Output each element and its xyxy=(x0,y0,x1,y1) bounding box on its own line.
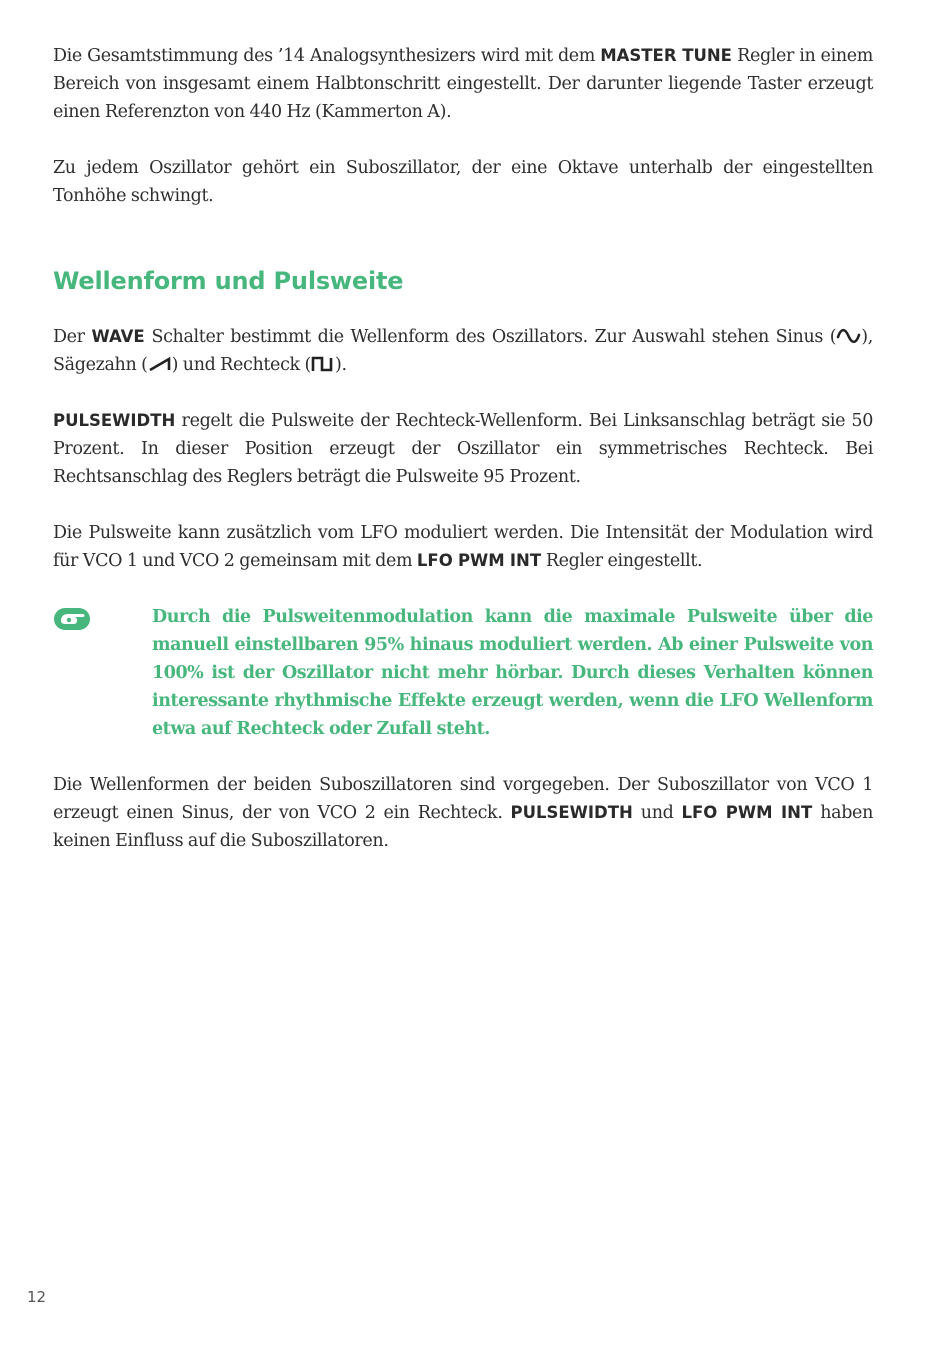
control-label-pulsewidth-2: PULSEWIDTH xyxy=(510,803,633,822)
paragraph-pulsewidth: PULSEWIDTH regelt die Pulsweite der Rechteck-Wellenform. Bei Linksanschlag beträgt sie 50 Prozent. In dieser Position erzeugt der Oszillator ein symmetrisches Rechteck. Bei Rechtsanschlag des Reglers beträgt die Pulsweite 95 Prozent. xyxy=(53,411,873,487)
pointing-hand-icon xyxy=(53,607,91,631)
paragraph-wave: Der WAVE Schalter bestimmt die Wellenform des Oszillators. Zur Auswahl stehen Sinus ( ), Sägezahn ( ) und Rechteck ( ). xyxy=(53,327,873,375)
control-label-master-tune: MASTER TUNE xyxy=(600,46,732,65)
control-label-lfo-pwm-int: LFO PWM INT xyxy=(416,551,542,570)
sawtooth-wave-icon xyxy=(148,355,172,373)
hint-note xyxy=(53,603,873,743)
square-wave-icon xyxy=(311,355,335,373)
hint-text: Durch die Pulsweitenmodulation kann die maximale Pulsweite über die manuell einstellbaren 95% hinaus moduliert werden. Ab einer Pulsweite von 100% ist der Oszillator nicht mehr hörbar. Durch dieses Verhalten können interessante rhythmische Effekte erzeugt werden, wenn die LFO Wellenform etwa auf Rechteck oder Zufall steht. xyxy=(152,607,873,739)
page-number: 12 xyxy=(27,1288,47,1306)
paragraph-master-tune: Die Gesamtstimmung des ’14 Analogsynthesizers wird mit dem MASTER TUNE Regler in einem Bereich von insgesamt einem Halbtonschritt eingestellt. Der darunter liegende Taster erzeugt einen Referenzton von 440 Hz (Kammerton A). xyxy=(53,46,873,122)
paragraph-suboscillator-waveforms: Die Wellenformen der beiden Suboszillatoren sind vorgegeben. Der Suboszillator von VCO 1 erzeugt einen Sinus, der von VCO 2 ein Rechteck. PULSEWIDTH und LFO PWM INT haben keinen Einfluss auf die Suboszillatoren. xyxy=(53,775,873,851)
page-content xyxy=(53,42,873,855)
section-heading: Wellenform und Pulsweite xyxy=(53,267,404,295)
control-label-lfo-pwm-int-2: LFO PWM INT xyxy=(681,803,813,822)
control-label-wave: WAVE xyxy=(91,327,145,346)
paragraph-suboscillator: Zu jedem Oszillator gehört ein Suboszillator, der eine Oktave unterhalb der eingestellten Tonhöhe schwingt. xyxy=(53,158,873,206)
sine-wave-icon xyxy=(836,327,861,345)
paragraph-lfo-modulation: Die Pulsweite kann zusätzlich vom LFO moduliert werden. Die Intensität der Modulation wird für VCO 1 und VCO 2 gemeinsam mit dem LFO PWM INT Regler eingestellt. xyxy=(53,523,873,571)
control-label-pulsewidth: PULSEWIDTH xyxy=(53,411,176,430)
